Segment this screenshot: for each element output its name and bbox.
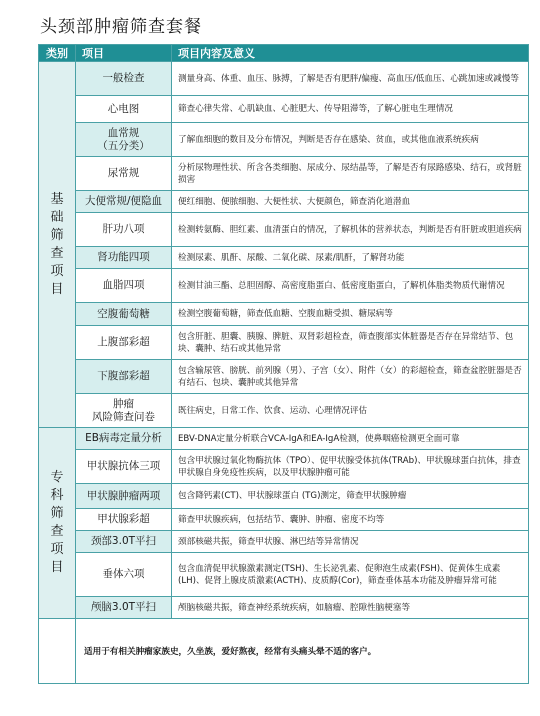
table-row	[39, 247, 529, 269]
page-title: 头颈部肿瘤筛查套餐	[40, 17, 202, 37]
description-cell: 便红细胞、便脓细胞、大便性状、大便颜色，筛查消化道潜血	[172, 191, 529, 213]
description-cell: 检测尿素、肌酐、尿酸、二氧化碳、尿素/肌酐，了解肾功能	[172, 247, 529, 269]
category-cell	[39, 62, 76, 428]
table-row	[39, 360, 529, 394]
item-cell: 肿瘤 风险筛查问卷	[76, 394, 172, 428]
table-row	[39, 450, 529, 484]
description-cell: 检测转氨酶、胆红素、血清蛋白的情况，了解机体的营养状态，判断是否有肝脏或胆道疾病	[172, 213, 529, 247]
table-row	[39, 428, 529, 450]
table-row	[39, 531, 529, 553]
note-empty-cell	[39, 619, 76, 684]
table-row	[39, 597, 529, 619]
description-cell: 包含降钙素(CT)、甲状腺球蛋白 (TG)测定，筛查甲状腺肿瘤	[172, 484, 529, 509]
item-cell: 甲状腺肿瘤两项	[76, 484, 172, 509]
item-cell: 肾功能四项	[76, 247, 172, 269]
description-cell: 包含甲状腺过氧化物酶抗体（TPO）、促甲状腺受体抗体(TRAb)、甲状腺球蛋白抗体，排查甲状腺自身免疫性疾病，以及甲状腺肿瘤可能	[172, 450, 529, 484]
item-cell: 大便常规/便隐血	[76, 191, 172, 213]
description-cell: 检测甘油三酯、总胆固醇、高密度脂蛋白、低密度脂蛋白，了解机体脂类物质代谢情况	[172, 269, 529, 303]
table-row	[39, 157, 529, 191]
description-cell: 颈部核磁共振，筛查甲状腺、淋巴结等异常情况	[172, 531, 529, 553]
description-cell: 颅脑核磁共振，筛查神经系统疾病，如脑瘤、腔隙性脑梗塞等	[172, 597, 529, 619]
item-cell: 尿常规	[76, 157, 172, 191]
item-cell: 一般检查	[76, 62, 172, 96]
item-cell: 血常规 （五分类）	[76, 123, 172, 157]
description-cell: 包含肝脏、胆囊、胰腺、脾脏、双肾彩超检查，筛查腹部实体脏器是否存在异常结节、包块、囊肿、结石或其他异常	[172, 326, 529, 360]
table-row	[39, 394, 529, 428]
description-cell: 包含输尿管、膀胱、前列腺（男）、子宫（女）、附件（女）的彩超检查，筛查盆腔脏器是否有结石、包块、囊肿或其他异常	[172, 360, 529, 394]
table-row	[39, 326, 529, 360]
description-cell: EBV-DNA定量分析联合VCA-IgA和EA-IgA检测，使鼻咽癌检测更全面可靠	[172, 428, 529, 450]
header-content: 项目内容及意义	[172, 45, 529, 62]
table-row	[39, 484, 529, 509]
table-row	[39, 553, 529, 597]
table-row	[39, 303, 529, 326]
table-row	[39, 269, 529, 303]
item-cell: 甲状腺抗体三项	[76, 450, 172, 484]
category-label: 基础筛查项目	[50, 191, 64, 297]
table-row	[39, 123, 529, 157]
description-cell: 测量身高、体重、血压、脉搏，了解是否有肥胖/偏瘦、高血压/低血压、心跳加速或减慢等	[172, 62, 529, 96]
package-table	[38, 44, 529, 684]
item-cell: 空腹葡萄糖	[76, 303, 172, 326]
category-cell	[39, 428, 76, 619]
table-row	[39, 191, 529, 213]
note-cell	[76, 619, 529, 684]
header-row	[39, 45, 529, 62]
category-label: 专科筛查项目	[50, 470, 64, 575]
note-text: 适用于有相关肿瘤家族史，久坐族，爱好熬夜，经常有头痛头晕不适的客户。	[84, 647, 377, 657]
description-cell: 筛查甲状腺疾病，包括结节、囊肿、肿瘤、密度不均等	[172, 509, 529, 531]
description-cell: 检测空腹葡萄糖，筛查低血糖、空腹血糖受损、糖尿病等	[172, 303, 529, 326]
description-cell: 了解血细胞的数目及分布情况，判断是否存在感染、贫血，或其他血液系统疾病	[172, 123, 529, 157]
description-cell: 分析尿物理性状、所含各类细胞、尿成分、尿结晶等，了解是否有尿路感染、结石，或肾脏损害	[172, 157, 529, 191]
item-cell: 肝功八项	[76, 213, 172, 247]
item-cell: 心电图	[76, 96, 172, 123]
item-cell: 血脂四项	[76, 269, 172, 303]
note-row	[39, 619, 529, 684]
table-row	[39, 62, 529, 96]
description-cell: 包含血清促甲状腺激素测定(TSH)、生长泌乳素、促卵泡生成素(FSH)、促黄体生成素(LH)、促肾上腺皮质激素(ACTH)、皮质醇(Cor)，筛查垂体基本功能及肿瘤异常可能	[172, 553, 529, 597]
item-cell: 颈部3.0T平扫	[76, 531, 172, 553]
description-cell: 筛查心律失常、心肌缺血、心脏肥大、传导阻滞等，了解心脏电生理情况	[172, 96, 529, 123]
table-row	[39, 213, 529, 247]
item-cell: EB病毒定量分析	[76, 428, 172, 450]
item-cell: 颅脑3.0T平扫	[76, 597, 172, 619]
item-cell: 下腹部彩超	[76, 360, 172, 394]
description-cell: 既往病史，日常工作、饮食、运动、心理情况评估	[172, 394, 529, 428]
item-cell: 甲状腺彩超	[76, 509, 172, 531]
header-item: 项目	[76, 45, 172, 62]
item-cell: 上腹部彩超	[76, 326, 172, 360]
header-category: 类别	[39, 45, 76, 62]
item-cell: 垂体六项	[76, 553, 172, 597]
table-row	[39, 509, 529, 531]
table-row	[39, 96, 529, 123]
table-body	[39, 62, 529, 684]
